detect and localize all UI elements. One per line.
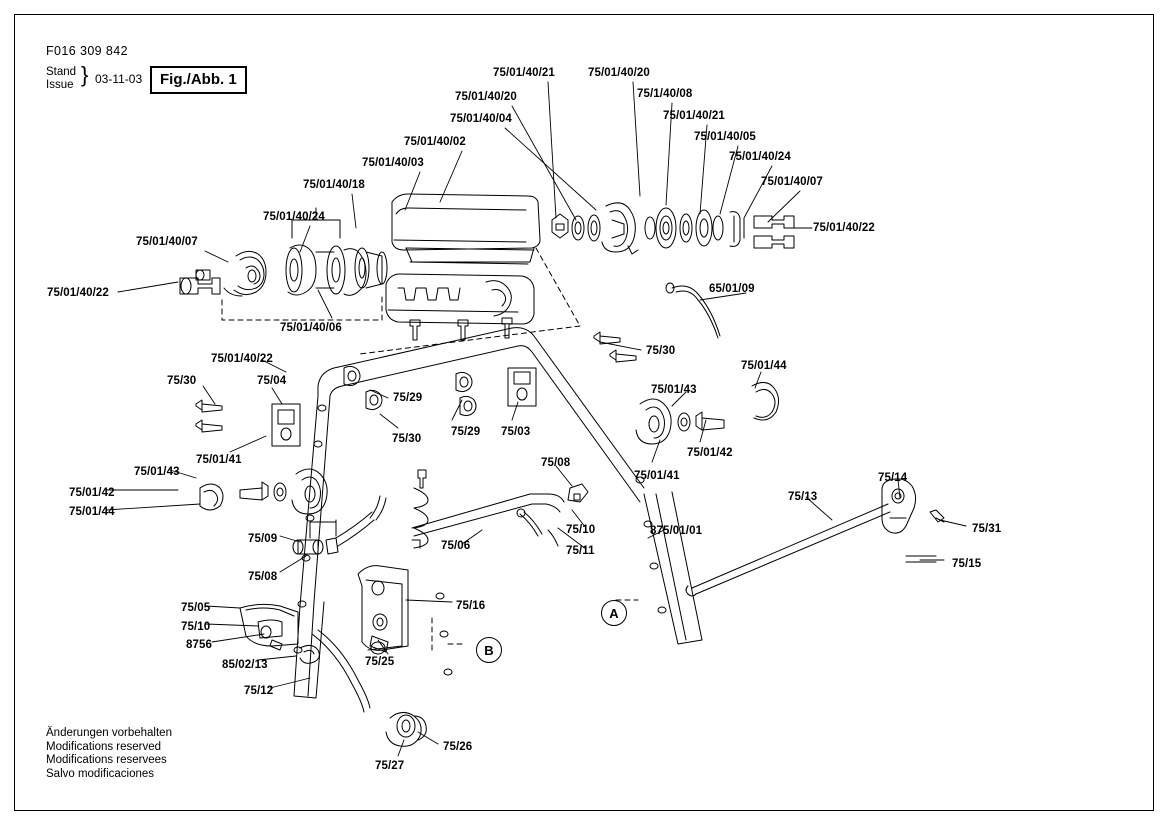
part-callout-c43: 75/11 — [566, 545, 595, 557]
part-callout-c11: 75/01/40/07 — [761, 176, 823, 188]
disclaimer-es: Salvo modificaciones — [46, 767, 155, 780]
part-callout-c38: 75/09 — [248, 533, 278, 545]
part-callout-c46: 75/16 — [456, 600, 486, 612]
part-callout-c47: 75/05 — [181, 602, 211, 614]
part-callout-c42: 75/06 — [441, 540, 471, 552]
part-callout-c10: 75/01/40/03 — [362, 157, 424, 169]
disclaimer-footer — [46, 727, 172, 781]
part-callout-c31: 75/01/41 — [634, 470, 680, 482]
part-callout-c34: 75/01/42 — [69, 487, 115, 499]
part-callout-c7: 75/01/40/05 — [694, 131, 756, 143]
part-callout-c48: 75/10 — [181, 621, 211, 633]
part-callout-c44: 75/15 — [952, 558, 982, 570]
revision-date: 03-11-03 — [95, 72, 143, 86]
disclaimer-fr: Modifications reservees — [46, 754, 167, 767]
part-callout-c33: 75/08 — [541, 457, 571, 469]
part-callout-c41: 75/31 — [972, 523, 1002, 535]
part-callout-c4: 75/01/40/20 — [455, 91, 517, 103]
disclaimer-de: Änderungen vorbehalten — [46, 727, 172, 739]
part-callout-c32: 75/01/43 — [134, 466, 180, 478]
part-callout-c13: 75/01/40/24 — [263, 211, 325, 223]
part-callout-c20: 75/01/44 — [741, 360, 787, 372]
page-border — [14, 14, 1154, 811]
part-callout-c26: 75/29 — [451, 426, 481, 438]
part-callout-c39: 75/10 — [566, 524, 596, 536]
detail-marker-b: B — [476, 637, 502, 663]
part-callout-c51: 85/02/13 — [222, 659, 268, 671]
part-callout-c12: 75/01/40/18 — [303, 179, 365, 191]
part-callout-c18: 65/01/09 — [709, 283, 755, 295]
figure-badge: Fig./Abb. 1 — [150, 66, 247, 94]
part-callout-c23: 75/04 — [257, 375, 287, 387]
part-callout-c9: 75/01/40/24 — [729, 151, 791, 163]
part-callout-c52: 75/12 — [244, 685, 274, 697]
part-callout-c2: 75/01/40/20 — [588, 67, 650, 79]
part-callout-c15: 75/01/40/07 — [136, 236, 198, 248]
detail-marker-a: A — [601, 600, 627, 626]
part-callout-c45: 75/08 — [248, 571, 278, 583]
part-callout-c6: 75/01/40/04 — [450, 113, 512, 125]
part-callout-c36: 75/13 — [788, 491, 818, 503]
part-callout-c8: 75/01/40/02 — [404, 136, 466, 148]
part-callout-c14: 75/01/40/22 — [813, 222, 875, 234]
part-callout-c40: 875/01/01 — [650, 525, 703, 537]
document-part-number: F016 309 842 — [46, 44, 128, 58]
part-callout-c24: 75/29 — [393, 392, 423, 404]
part-callout-c37: 75/01/44 — [69, 506, 115, 518]
part-callout-c53: 75/26 — [443, 741, 473, 753]
part-callout-c21: 75/01/40/22 — [211, 353, 273, 365]
part-callout-c25: 75/01/43 — [651, 384, 697, 396]
part-callout-c28: 75/30 — [392, 433, 422, 445]
part-callout-c19: 75/30 — [646, 345, 676, 357]
part-callout-c54: 75/27 — [375, 760, 405, 772]
part-callout-c29: 75/01/42 — [687, 447, 733, 459]
part-callout-c50: 75/25 — [365, 656, 395, 668]
stand-label: Stand — [46, 66, 77, 78]
part-callout-c16: 75/01/40/22 — [47, 287, 109, 299]
part-callout-c22: 75/30 — [167, 375, 197, 387]
stand-issue-labels — [46, 66, 76, 91]
issue-label: Issue — [46, 78, 74, 91]
part-callout-c17: 75/01/40/06 — [280, 322, 342, 334]
part-callout-c49: 8756 — [186, 639, 212, 651]
part-callout-c1: 75/01/40/21 — [493, 67, 555, 79]
disclaimer-en: Modifications reserved — [46, 740, 162, 753]
part-callout-c5: 75/01/40/21 — [663, 110, 725, 122]
part-callout-c27: 75/03 — [501, 426, 531, 438]
part-callout-c30: 75/01/41 — [196, 454, 242, 466]
part-callout-c35: 75/14 — [878, 472, 908, 484]
part-callout-c3: 75/1/40/08 — [637, 88, 693, 100]
brace-glyph: } — [81, 62, 89, 87]
